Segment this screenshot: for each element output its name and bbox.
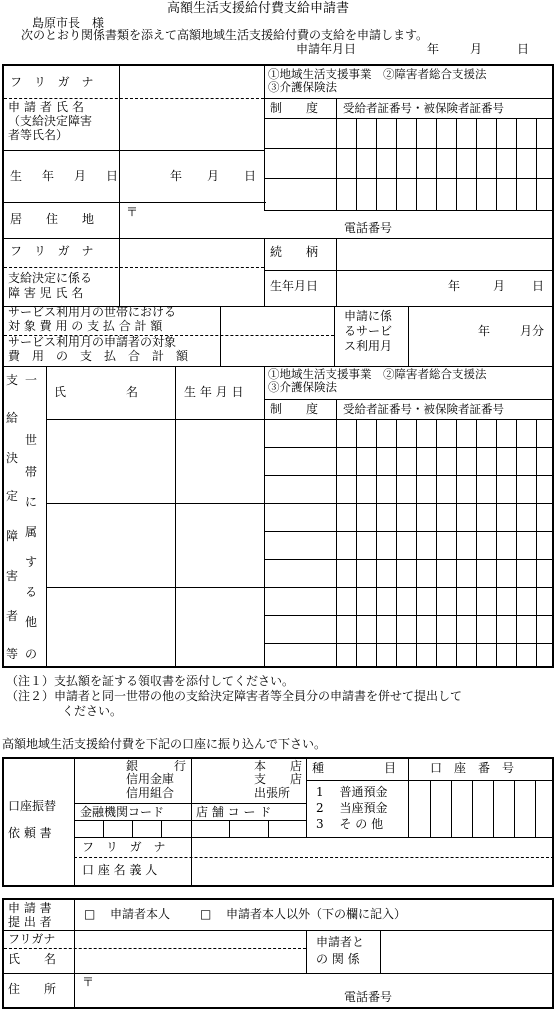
req-month-label2: るサービ — [344, 324, 393, 338]
req-month-suffix: 月分 — [520, 324, 545, 338]
addressee: 島原市長 様 — [32, 16, 105, 30]
child-name-label1: 支給決定に係る — [8, 271, 93, 285]
intro-text: 次のとおり関係書類を添えて高額地域生活支援給付費の支給を申請します。 — [21, 28, 429, 42]
child-birth-month: 月 — [493, 279, 506, 293]
submitter-name-label: 氏 名 — [8, 952, 57, 966]
birth-month: 月 — [207, 169, 220, 183]
bank-kumiai: 信用組合 — [126, 786, 175, 800]
bank-shinkin: 信用金庫 — [126, 772, 175, 786]
note-2b: ください。 — [62, 704, 123, 718]
side-char-10: 属 — [25, 525, 38, 539]
other-checkbox[interactable]: □ — [200, 907, 212, 921]
hh-birth-col: 生 年 月 日 — [184, 385, 244, 399]
submitter-phone-label: 電話番号 — [344, 990, 393, 1004]
bank-label-2: 依 頼 書 — [8, 826, 52, 840]
phone-label: 電話番号 — [344, 221, 393, 235]
relation-label-1: 申請者と — [316, 935, 365, 949]
side-char-9: 障 — [6, 529, 19, 543]
side-char-17: の — [25, 647, 38, 661]
req-month-label3: ス利用月 — [344, 339, 393, 353]
seido-label: 制 度 — [270, 101, 319, 115]
side-char-2: 一 — [25, 373, 38, 387]
bank-instruction: 高額地域生活支援給付費を下記の口座に振り込んで下さい。 — [2, 737, 327, 751]
applicant-cost-label2: 費 用 の 支 払 合 計 額 — [8, 349, 189, 363]
kind-toza: 2 当座預金 — [316, 801, 388, 815]
submitter-address-label: 住 所 — [8, 982, 57, 996]
kind-futsu: 1 普通預金 — [316, 785, 388, 799]
side-char-8: に — [25, 495, 38, 509]
hh-services-line1: ①地域生活支援事業 ②障害者総合支援法 — [268, 367, 487, 381]
submitter-postal: 〒 — [82, 975, 95, 989]
side-char-5: 決 — [6, 451, 19, 465]
date-year: 年 — [427, 42, 440, 56]
account-holder-label: 口 座 名 義 人 — [82, 863, 158, 877]
note-1: （注１）支払額を証する領収書を添付してください。 — [6, 674, 295, 688]
self-checkbox[interactable]: □ — [84, 907, 96, 921]
bank-honten: 本 店 — [254, 759, 303, 773]
furigana2-label: フ リ ガ ナ — [10, 244, 98, 258]
submitter-label1: 申 請 書 — [8, 901, 52, 915]
furigana-label: フ リ ガ ナ — [10, 75, 98, 89]
side-char-14: 者 — [6, 609, 19, 623]
postal-mark: 〒 — [126, 205, 139, 219]
cert-number-label: 受給者証番号・被保険者証番号 — [343, 101, 504, 115]
bank-shiten: 支 店 — [254, 772, 303, 786]
side-char-15: 他 — [25, 615, 38, 629]
relation-label-2: の 関 係 — [316, 952, 360, 966]
hh-name-col: 氏 名 — [54, 385, 139, 399]
bank-shucho: 出張所 — [254, 786, 291, 800]
services-line1: ①地域生活支援事業 ②障害者総合支援法 — [268, 67, 487, 81]
opt-other-label: 申請者本人以外（下の欄に記入） — [226, 907, 407, 921]
bank-furigana-label: フ リ ガ ナ — [82, 840, 170, 854]
hh-services-line2: ③介護保険法 — [268, 380, 337, 394]
inst-code-label: 金融機関コード — [80, 805, 165, 819]
opt-self-label: 申請者本人 — [110, 907, 171, 921]
side-char-7: 定 — [6, 489, 19, 503]
household-cost-label1: サービス利用月の世帯における — [8, 305, 177, 319]
address-label: 居 住 地 — [10, 212, 95, 226]
kind-other: 3 そ の 他 — [316, 817, 384, 831]
child-birth-day: 日 — [532, 279, 545, 293]
side-char-16: 等 — [6, 647, 19, 661]
branch-code-label: 店 舗 コ ー ド — [196, 805, 272, 819]
side-char-6: 帯 — [25, 465, 38, 479]
bank-bank: 銀 行 — [126, 759, 187, 773]
side-char-13: る — [25, 585, 38, 599]
date-label: 申請年月日 — [296, 42, 357, 56]
req-month-label1: 申請に係 — [344, 309, 393, 323]
hh-seido-label: 制 度 — [270, 402, 319, 416]
side-char-1: 支 — [6, 373, 19, 387]
applicant-cost-label1: サービス利用月の申請者の対象 — [8, 335, 177, 349]
applicant-name-label: 申請者氏名 — [8, 100, 89, 114]
submitter-furigana-label: フリガナ — [8, 932, 56, 946]
side-char-4: 世 — [25, 433, 38, 447]
side-char-12: 害 — [6, 569, 19, 583]
child-name-label2: 障 害 児 氏 名 — [8, 286, 84, 300]
bank-kind: 種 目 — [312, 761, 397, 775]
household-cost-label2: 対 象 費 用 の 支 払 合 計 額 — [8, 319, 163, 333]
note-2a: （注２）申請者と同一世帯の他の支給決定障害者等全員分の申請書を併せて提出して — [6, 689, 463, 703]
hh-cert-label: 受給者証番号・被保険者証番号 — [343, 402, 504, 416]
bank-label-1: 口座振替 — [8, 799, 57, 813]
birth-year: 年 — [170, 169, 183, 183]
date-month: 月 — [470, 42, 483, 56]
applicant-name-note2: 者等氏名） — [8, 128, 69, 142]
child-birth-label: 生年月日 — [270, 279, 319, 293]
side-char-3: 給 — [6, 411, 19, 425]
relation-label: 続 柄 — [270, 245, 319, 259]
date-day: 日 — [517, 42, 530, 56]
birth-label: 生 年 月 日 — [10, 169, 123, 183]
bank-acct-no: 口 座 番 号 — [430, 761, 515, 775]
birth-day: 日 — [244, 169, 257, 183]
applicant-name-note1: （支給決定障害 — [8, 114, 93, 128]
submitter-label2: 提 出 者 — [8, 915, 52, 929]
services-line2: ③介護保険法 — [268, 80, 337, 94]
req-year: 年 — [478, 324, 491, 338]
page-title: 高額生活支援給付費支給申請書 — [167, 1, 350, 16]
side-char-11: す — [25, 555, 38, 569]
child-birth-year: 年 — [448, 279, 461, 293]
